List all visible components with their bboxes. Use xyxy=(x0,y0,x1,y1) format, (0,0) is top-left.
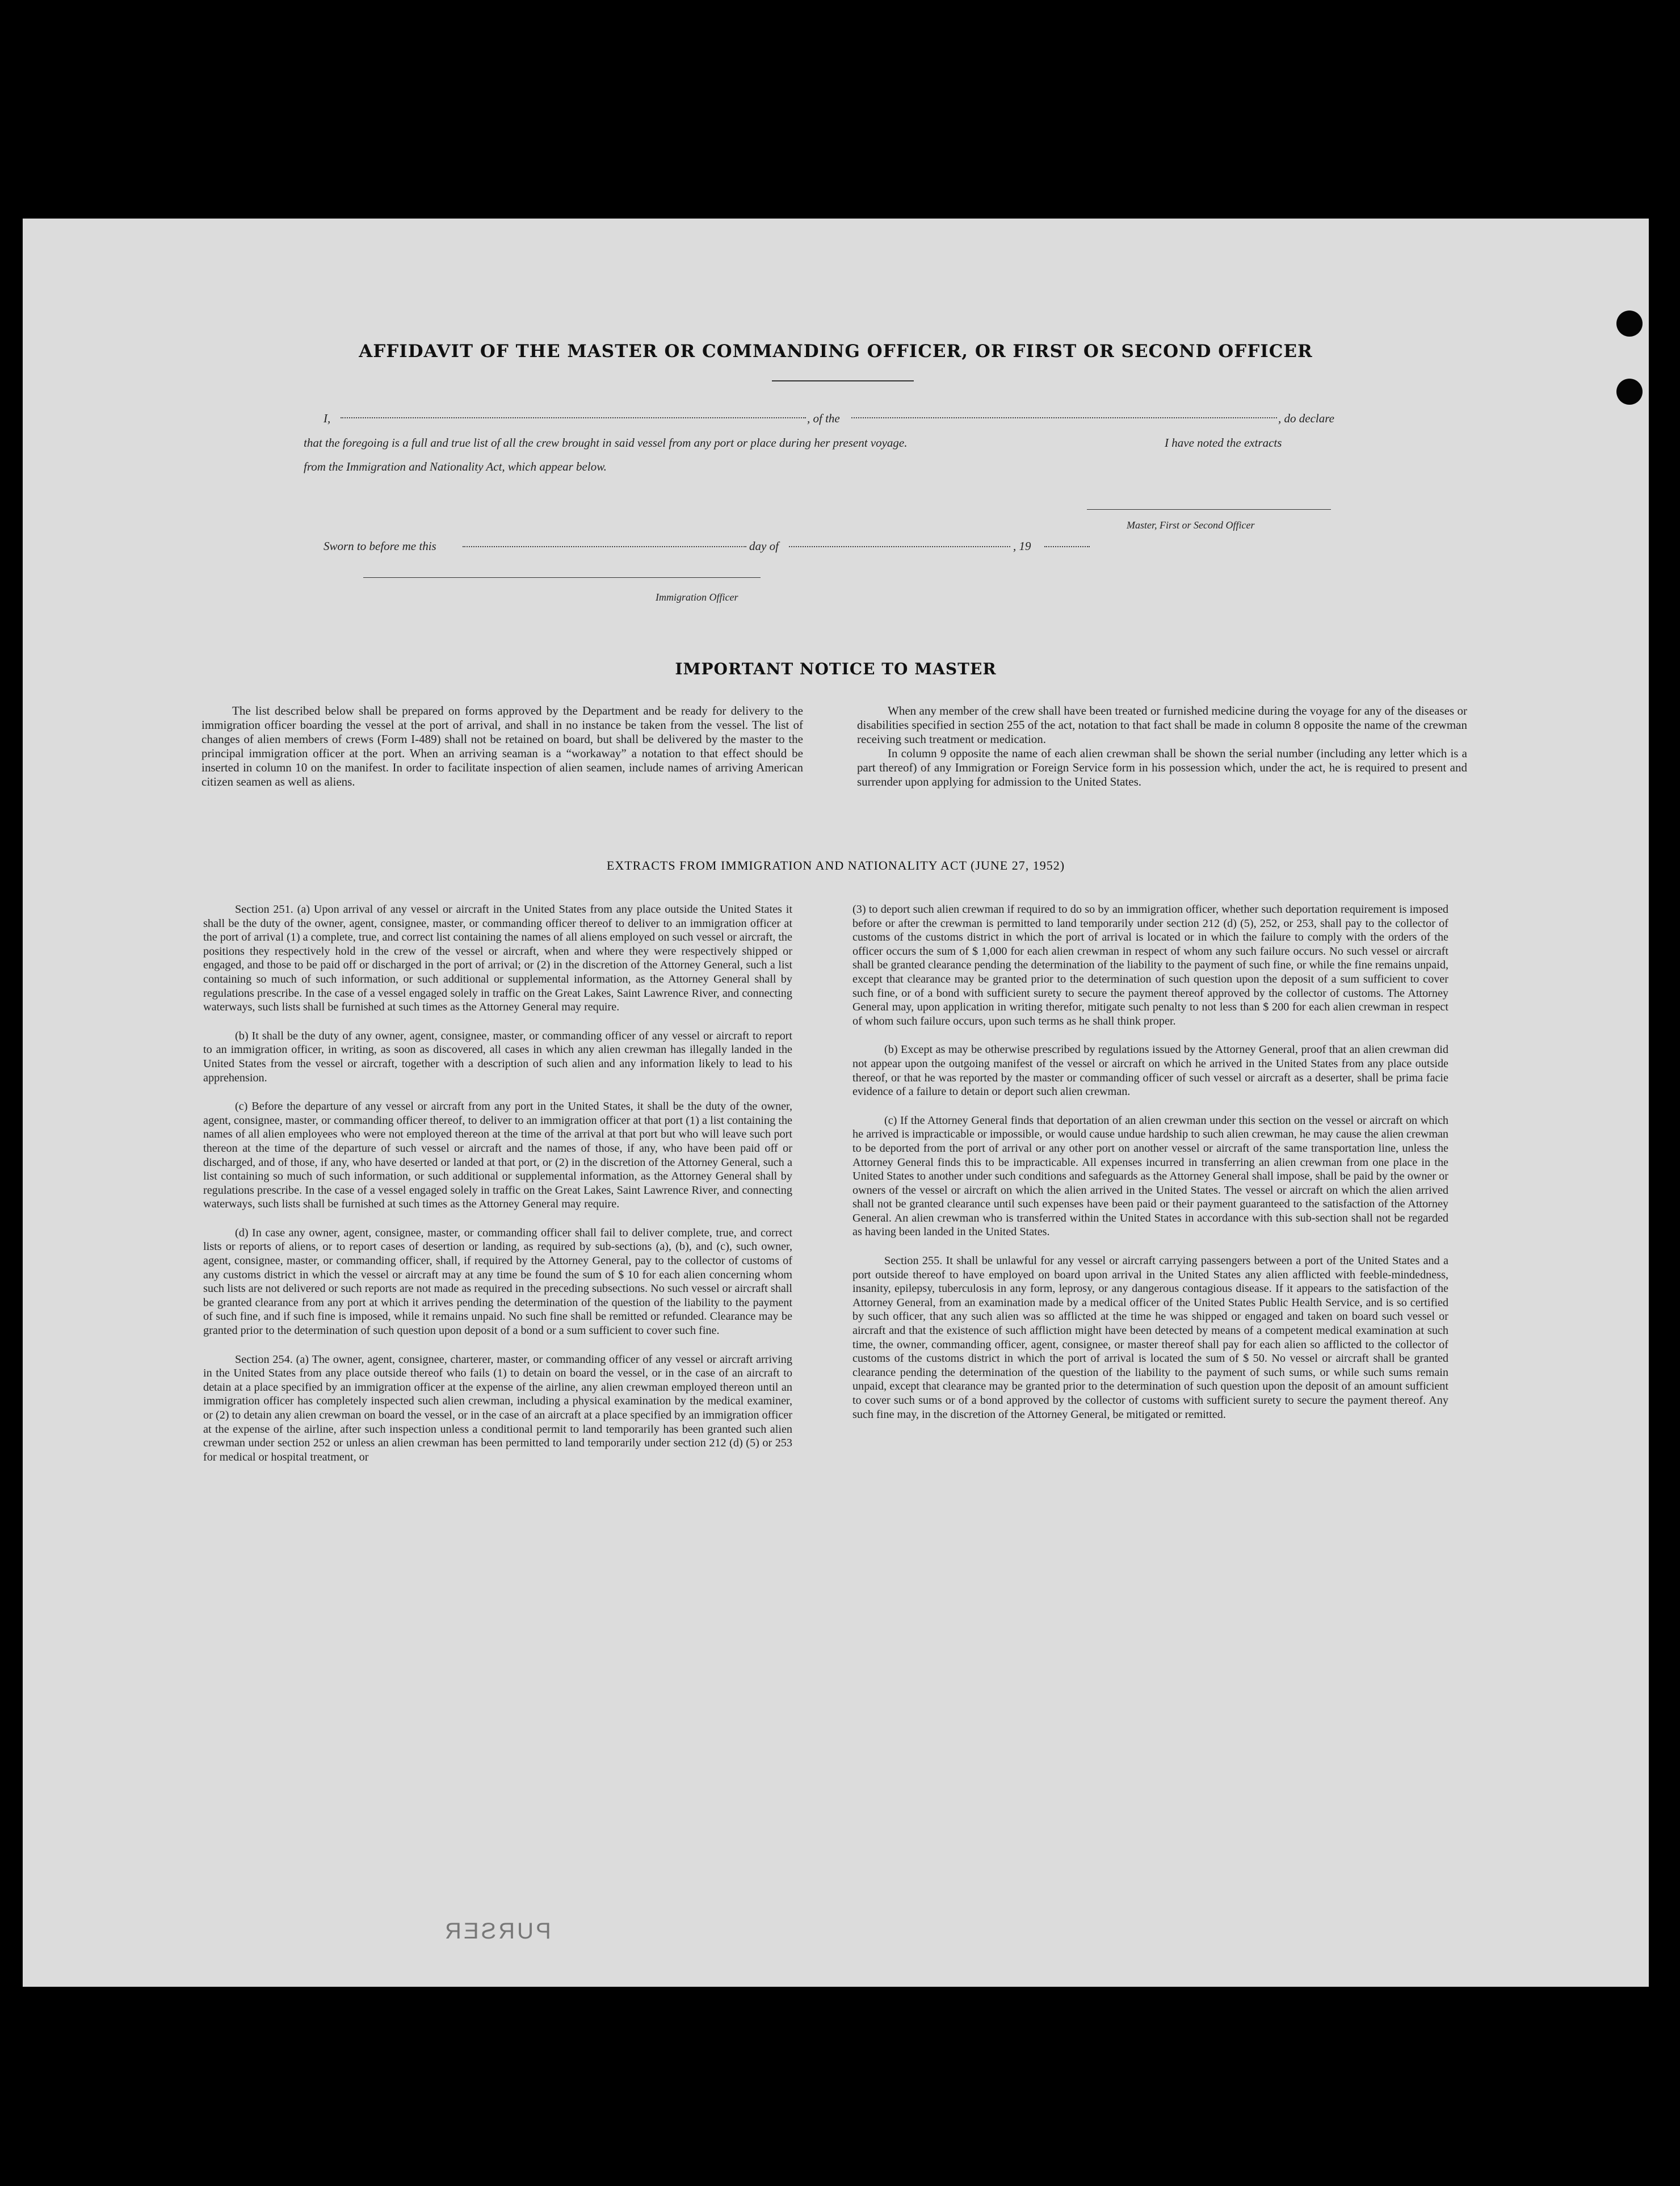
master-signature-line xyxy=(1087,509,1331,510)
day-of-label: day of xyxy=(749,539,779,553)
notice-title: IMPORTANT NOTICE TO MASTER xyxy=(675,660,997,678)
section-254-b: (b) Except as may be otherwise prescribed by regulations issued by the Attorney General, proof that an alien crewman did not appear upon the outgoing manifest of the vessel or aircraft on which he arrived in the United States from any place outside thereof, or that he was reported by the master or commanding officer of such vessel or aircraft as a deserter, shall be prima facie evidence of a failure to detain or deport such alien crewman. xyxy=(852,1043,1448,1098)
extracts-left-column xyxy=(203,903,792,1479)
extracts-right-column xyxy=(852,903,1448,1436)
notice-left-column xyxy=(201,704,803,789)
title-underline xyxy=(772,380,914,381)
section-255: Section 255. It shall be unlawful for any vessel or aircraft carrying passengers between a port of the United States and a port outside thereof to have employed on board upon arrival in the United States any alien afflicted with feeble-mindedness, insanity, epilepsy, tuberculosis in any form, leprosy, or any dangerous contagious disease. If it appears to the satisfaction of the Attorney General, from an examination made by a medical officer of the United States Public Health Service, and is so certified by such officer, that any such alien was so afflicted at the time he was shipped or engaged and taken on board such vessel or aircraft and that the existence of such affliction might have been detected by means of a competent medical examination at such time, the owner, commanding officer, agent, consignee, or master thereof shall pay for each alien so afflicted to the collector of customs of the customs district in which the port of arrival is located the sum of $ 50. No vessel or aircraft shall be granted clearance pending the determination of the question of the liability to the payment of such sums, or while such sums remain unpaid, except that clearance may be granted prior to the determination of such question upon the deposit of an amount sufficient to cover such sums or of a bond approved by the collector of customs with sufficient surety to secure the payment thereof. Any such fine may, in the discretion of the Attorney General, be mitigated or remitted. xyxy=(852,1254,1448,1421)
sworn-year-field[interactable] xyxy=(1044,546,1090,547)
section-251-c: (c) Before the departure of any vessel or aircraft from any port in the United States, it shall be the duty of the owner, agent, consignee, master, or commanding officer thereof, to deliver to an immigration officer at that port (1) a list containing the names of all alien employees who were not employed thereon at the time of the arrival at that port but who will leave such port thereon at the time of the departure of such vessel or aircraft and the names of those, if any, who have been paid off or discharged, and of those, if any, who have deserted or landed at that port, or (2) in the discretion of the Attorney General, such a list containing so much of such information, or such additional or supplemental information, as the Attorney General shall by regulations prescribe. In the case of a vessel engaged solely in traffic on the Great Lakes, Saint Lawrence River, and connecting waterways, such lists shall be furnished at such times as the Attorney General may require. xyxy=(203,1100,792,1211)
affidavit-act-reference: from the Immigration and Nationality Act, which appear below. xyxy=(304,460,607,473)
punch-hole-bottom xyxy=(1616,379,1643,405)
affidavit-title: AFFIDAVIT OF THE MASTER OR COMMANDING OFFICER, OR FIRST OR SECOND OFFICER xyxy=(359,341,1313,362)
affidavit-extracts-note: I have noted the extracts xyxy=(1165,436,1282,450)
officer-signature-line xyxy=(363,577,761,578)
purser-stamp-bleed-through: PURSER xyxy=(443,1919,551,1944)
affidavit-do-declare-label: , do declare xyxy=(1278,412,1334,425)
section-254-a-continued: (3) to deport such alien crewman if required to do so by an immigration officer, whether such deportation requirement is imposed before or after the crewman is permitted to land temporarily under section 212 (d) (5), 252, or 253, shall pay to the collector of customs of the customs district in which the port of arrival is located or in which the failure to comply with the orders of the officer occurs the sum of $ 1,000 for each alien crewman in respect of whom any such failure occurs. No such vessel or aircraft shall be granted clearance pending the determination of the liability to the payment of such fine, or while the fine remains unpaid, except that clearance may be granted prior to the determination of such question upon the deposit of a sum sufficient to cover such fine, or of a bond with sufficient surety to secure the payment thereof approved by the collector of customs. The Attorney General may, upon application in writing therefor, mitigate such penalty to not less than $ 200 for each alien crewman in respect of whom such failure occurs, upon such terms as he shall think proper. xyxy=(852,903,1448,1027)
year-label: , 19 xyxy=(1013,539,1031,553)
notice-left-paragraph: The list described below shall be prepared on forms approved by the Department and be ready for delivery to the immigration officer boarding the vessel at the port of arrival, and shall in no instance be taken from the vessel. The list of changes of alien members of crews (Form I-489) shall not be retained on board, but shall be delivered by the master to the principal immigration officer at the port. When an arriving seaman is a “workaway” a notation to that effect should be inserted in column 10 on the manifest. In order to facilitate inspection of alien seamen, include names of arriving American citizen seamen as well as aliens. xyxy=(201,704,803,788)
document-page xyxy=(23,219,1649,1987)
affidavit-i-label: I, xyxy=(324,412,331,425)
master-signature-caption: Master, First or Second Officer xyxy=(1127,519,1255,531)
affidavit-declaration-text: that the foregoing is a full and true list of all the crew brought in said vessel from any port or place during her present voyage. xyxy=(304,436,908,450)
section-254-c: (c) If the Attorney General finds that deportation of an alien crewman under this section on the vessel or aircraft on which he arrived is impracticable or impossible, or would cause undue hardship to such alien crewman, he may cause the alien crewman to be deported from the port of arrival or any other port on another vessel or aircraft of the same transportation line, unless the Attorney General finds this to be impracticable. All expenses incurred in transferring an alien crewman from one place in the United States to another under such conditions and safeguards as the Attorney General shall impose, shall be paid by the owner or owners of the vessel or aircraft on which the alien arrived in the United States. The vessel or aircraft on which the alien arrived shall not be granted clearance until such expenses have been paid or their payment guaranteed to the satisfaction of the Attorney General. An alien crewman who is transferred within the United States in accordance with this sub-section shall not be regarded as having been landed in the United States. xyxy=(852,1114,1448,1239)
affidavit-of-the-label: , of the xyxy=(807,412,840,425)
section-251-d: (d) In case any owner, agent, consignee, master, or commanding officer shall fail to deliver complete, true, and correct lists or reports of aliens, or to report cases of desertion or landing, as required by sub-sections (a), (b), and (c), such owner, agent, consignee, master, or commanding officer, shall, if required by the Attorney General, pay to the collector of customs of any customs district in which the vessel or aircraft may at any time be found the sum of $ 10 for each alien concerning whom such lists are not delivered or such reports are not made as required in the preceding subsections. No such vessel or aircraft shall be granted clearance from any port at which it arrives pending the determination of the question of the liability to the payment of such fine, and if such fine is imposed, while it remains unpaid. No such fine shall be remitted or refunded. Clearance may be granted prior to the determination of such question upon deposit of a bond or a sum sufficient to cover such fine. xyxy=(203,1226,792,1337)
extracts-title: EXTRACTS FROM IMMIGRATION AND NATIONALITY ACT (JUNE 27, 1952) xyxy=(606,858,1065,872)
section-254-a: Section 254. (a) The owner, agent, consignee, charterer, master, or commanding officer of any vessel or aircraft arriving in the United States from any place outside thereof who fails (1) to detain on board the vessel, or in the case of an aircraft to detain at a place specified by an immigration officer at the expense of the airline, any alien crewman employed thereon until an immigration officer has completely inspected such alien crewman, including a physical examination by the medical examiner, or (2) to detain any alien crewman on board the vessel, or in the case of an aircraft at a place specified by an immigration officer at the expense of the airline, after such inspection unless a conditional permit to land temporarily has been granted such alien crewman under section 252 or unless an alien crewman has been permitted to land temporarily under section 212 (d) (5) or 253 for medical or hospital treatment, or xyxy=(203,1353,792,1463)
notice-right-paragraph-2: In column 9 opposite the name of each alien crewman shall be shown the serial number (including any letter which is a part thereof) of any Immigration or Foreign Service form in his possession which, under the act, he is required to present and surrender upon applying for admission to the United States. xyxy=(857,746,1467,788)
officer-caption: Immigration Officer xyxy=(656,591,738,603)
section-251-b: (b) It shall be the duty of any owner, agent, consignee, master, or commanding officer of any vessel or aircraft to report to an immigration officer, in writing, as soon as discovered, all cases in which any alien crewman has illegally landed in the United States from the vessel or aircraft, together with a description of such alien and any information likely to lead to his apprehension. xyxy=(203,1029,792,1084)
sworn-month-field[interactable] xyxy=(789,546,1010,547)
notice-right-paragraph-1: When any member of the crew shall have been treated or furnished medicine during the voyage for any of the diseases or disabilities specified in section 255 of the act, notation to that fact shall be made in column 8 opposite the name of the crewman receiving such treatment or medication. xyxy=(857,704,1467,746)
sworn-label: Sworn to before me this xyxy=(324,539,436,553)
sworn-day-field[interactable] xyxy=(463,546,746,547)
section-251-a: Section 251. (a) Upon arrival of any vessel or aircraft in the United States from any place outside the United States it shall be the duty of the owner, agent, consignee, master, or commanding officer thereof to deliver to an immigration officer at the port of arrival (1) a complete, true, and correct list containing the names of all aliens employed on such vessel or aircraft, the positions they respectively hold in the crew of the vessel or aircraft, when and where they were respectively shipped or engaged, and those to be paid off or discharged in the port of arrival; or (2) in the discretion of the Attorney General, such a list containing so much of such information, or such additional or supplemental information, as the Attorney General shall by regulations prescribe. In the case of a vessel engaged solely in traffic on the Great Lakes, Saint Lawrence River, and connecting waterways, such lists shall be furnished at such times as the Attorney General may require. xyxy=(203,903,792,1014)
notice-right-column xyxy=(857,704,1467,789)
vessel-name-field[interactable] xyxy=(851,417,1277,418)
punch-hole-top xyxy=(1616,311,1643,337)
master-name-field[interactable] xyxy=(341,417,806,418)
